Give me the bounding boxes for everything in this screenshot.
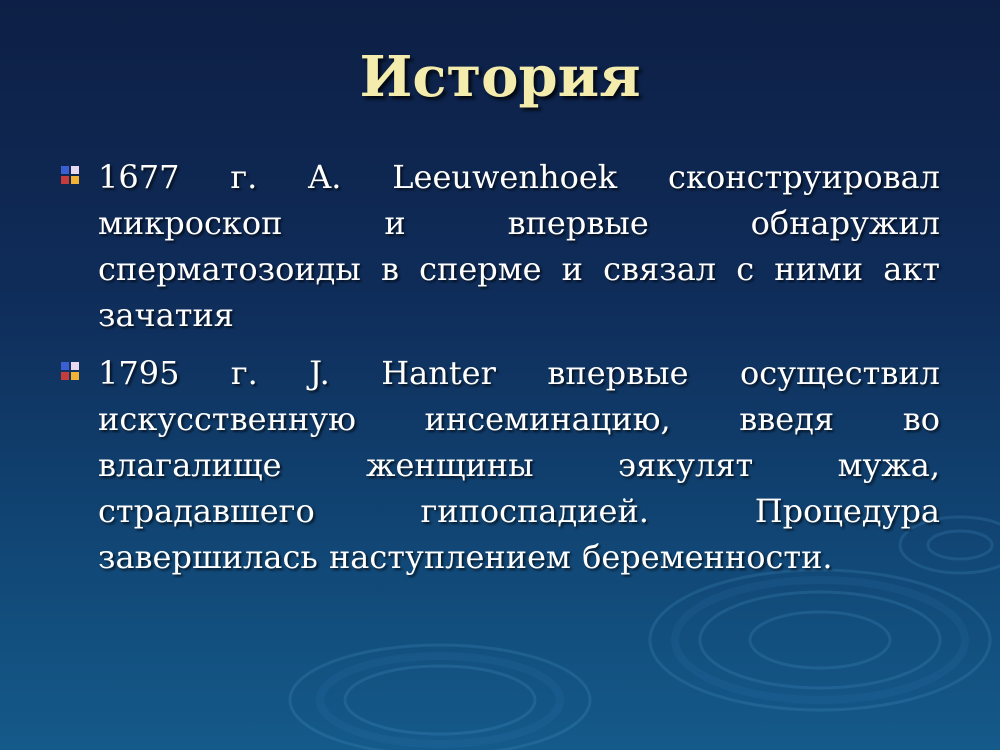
bullet-list: [58, 154, 940, 592]
slide-title: История: [359, 44, 641, 110]
bullet-icon: [60, 165, 80, 185]
bullet-text: 1795 г. J. Hanter впервые осуществил искусственную инсеминацию, введя во влагалище женщины эякулят мужа, страдавшего гипоспадией. Процедура завершилась наступлением беременности.: [98, 354, 940, 576]
bullet-text: 1677 г. A. Leeuwenhoek сконструировал микроскоп и впервые обнаружил сперматозоиды в сперме и связал с ними акт зачатия: [98, 158, 940, 334]
bullet-icon: [60, 361, 80, 381]
list-item: [58, 154, 940, 338]
list-item: [58, 350, 940, 580]
